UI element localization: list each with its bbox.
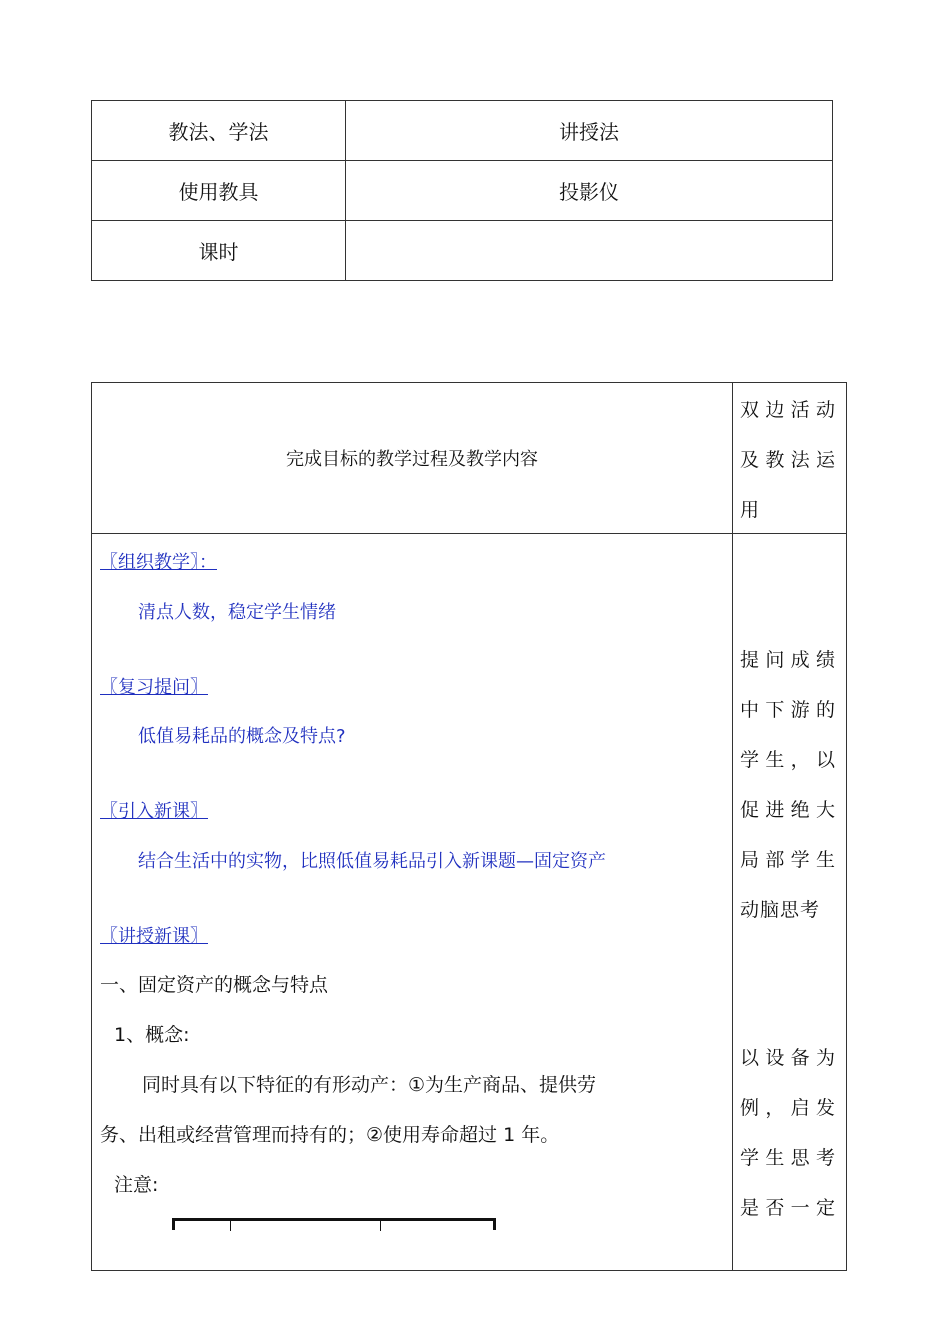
organize-title[interactable]: 〖组织教学〗： xyxy=(100,552,217,573)
header-side: 双边活动 及教法运 用 xyxy=(740,399,836,521)
review-text: 低值易耗品的概念及特点? xyxy=(138,726,346,747)
brace-diagram xyxy=(172,1218,496,1230)
table-row xyxy=(92,161,833,221)
brace-tick xyxy=(230,1221,231,1231)
label-class-hours: 课时 xyxy=(92,221,346,281)
table-row xyxy=(92,101,833,161)
label-teaching-method: 教法、学法 xyxy=(92,101,346,161)
side-note-equipment: 以设备为 例，启发 学生思考 是否一定 xyxy=(740,1047,836,1219)
column-divider xyxy=(732,383,733,1270)
organize-text: 清点人数，稳定学生情绪 xyxy=(138,602,336,623)
label-teaching-aids: 使用教具 xyxy=(92,161,346,221)
subheading-concept: 1、概念: xyxy=(114,1024,190,1046)
section-heading: 一、固定资产的概念与特点 xyxy=(100,974,329,996)
header-main: 完成目标的教学过程及教学内容 xyxy=(286,449,538,470)
value-class-hours xyxy=(346,221,833,281)
teach-title[interactable]: 〖讲授新课〗 xyxy=(100,926,208,947)
info-table xyxy=(91,100,833,281)
lesson-table xyxy=(91,382,847,1271)
header-divider xyxy=(92,533,846,534)
concept-line-1: 同时具有以下特征的有形动产：①为生产商品、提供劳 xyxy=(142,1074,597,1096)
review-title[interactable]: 〖复习提问〗 xyxy=(100,677,208,698)
value-teaching-method: 讲授法 xyxy=(346,101,833,161)
brace-tick xyxy=(380,1221,381,1231)
intro-text: 结合生活中的实物，比照低值易耗品引入新课题—固定资产 xyxy=(138,851,606,872)
concept-line-2: 务、出租或经营管理而持有的；②使用寿命超过 1 年。 xyxy=(100,1124,560,1146)
table-row xyxy=(92,221,833,281)
intro-title[interactable]: 〖引入新课〗 xyxy=(100,801,208,822)
side-note-questioning: 提问成绩 中下游的 学生，以 促进绝大 局部学生 动脑思考 xyxy=(740,649,836,921)
note-label: 注意: xyxy=(114,1174,159,1196)
value-teaching-aids: 投影仪 xyxy=(346,161,833,221)
